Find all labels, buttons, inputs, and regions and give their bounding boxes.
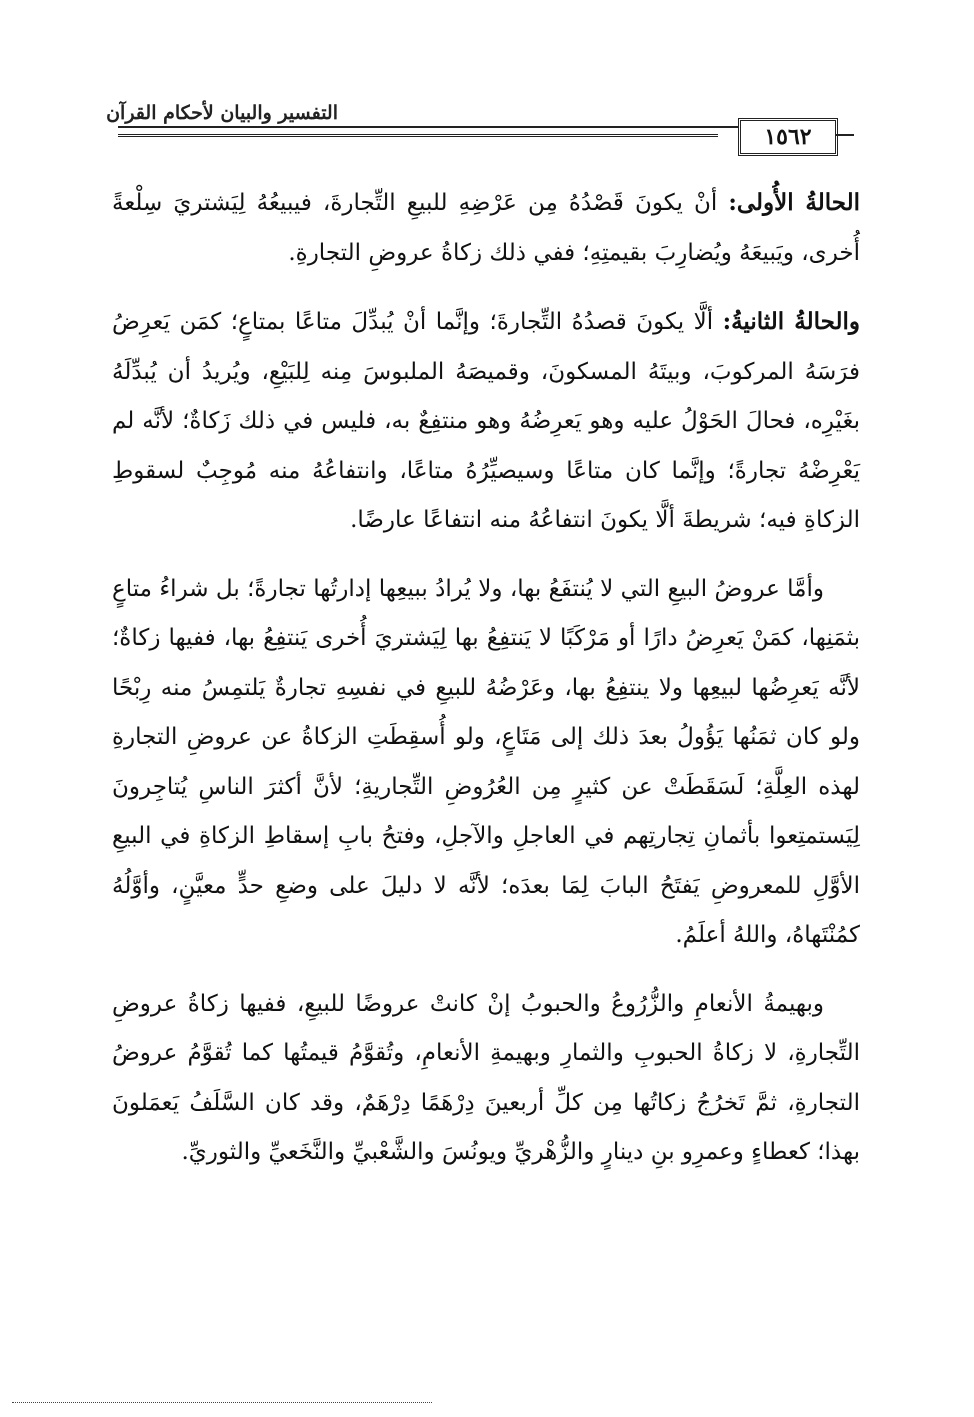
paragraph [112,565,860,961]
header-double-rule [118,134,718,137]
paragraph-text: أنْ يكونَ قَصْدُهُ مِن عَرْضِهِ للبيعِ التِّجارةَ، فيبيعُهُ لِيَشتريَ سِلْعةً أُخرى، ويَبيعَهُ ويُضارِبَ بقيمتِهِ؛ ففي ذلك زكاةُ عروضِ التجارةِ. [112,190,860,266]
page-header [0,96,974,166]
paragraph-text: وبهيمةُ الأنعامِ والزُّرُوعُ والحبوبُ إنْ كانتْ عروضًا للبيعِ، ففيها زكاةُ عروضِ التِّجارةِ، لا زكاةُ الحبوبِ والثمارِ وبهيمةِ الأنعامِ، وتُقوَّمُ قيمتُها كما تُقوَّمُ عروضُ التجارةِ، ثمَّ تَخرُجُ زكاتُها مِن كلِّ أربعينَ دِرْهَمًا دِرْهَمٌ، وقد كان السَّلَفُ يَعمَلونَ بهذا؛ كعطاءٍ وعمرِو بنِ دينارٍ والزُّهْريِّ ويونُسَ والشَّعْبيِّ والنَّخَعيِّ والثوريِّ. [112,990,860,1165]
header-rule [118,126,766,128]
header-rule-right [836,134,854,136]
paragraph-lead: الحالةُ الأُولى: [728,189,860,216]
paragraph-text: ألَّا يكونَ قصدُهُ التِّجارةَ؛ وإنَّما أنْ يُبدِّلَ متاعًا بمتاعٍ؛ كمَن يَعرِضُ فرَسَهُ المركوبَ، وبيتَهُ المسكونَ، وقميصَهُ الملبوسَ مِنه لِلبَيْعِ، ويُريدُ أن يُبدِّلَهُ بغَيْرِه، فحالَ الحَوْلُ عليه وهو يَعرِضُهُ وهو منتفِعٌ به، فليس في ذلك زَكاةٌ؛ لأنَّه لم يَعْرِضْهُ تجارةً؛ وإنَّما كان متاعًا وسيصيِّرُهُ متاعًا، وانتفاعُهُ منه مُوجِبٌ لسقوطِ الزكاةِ فيه؛ شريطةَ ألَّا يكونَ انتفاعُهُ منه انتفاعًا عارضًا. [112,309,860,533]
page-number: ١٥٦٢ [738,118,838,156]
body-text [112,178,860,1197]
footer-rule [12,1402,432,1403]
paragraph [112,980,860,1178]
paragraph-lead: والحالةُ الثانيةُ: [722,308,860,335]
paragraph [112,297,860,546]
running-title: التفسير والبيان لأحكام القرآن [106,102,338,124]
paragraph-text: وأمَّا عروضُ البيعِ التي لا يُنتفَعُ بها، ولا يُرادُ ببيعِها إدارتُها تجارةً؛ بل شراءُ متاعٍ بثمَنِها، كمَنْ يَعرِضُ دارًا أو مَرْكَبًا لا يَنتفِعُ بها لِيَشتريَ أُخرى يَنتفِعُ بها، ففيها زكاةٌ؛ لأنَّه يَعرِضُها لبيعِها ولا ينتفِعُ بها، وعَرْضُهُ للبيعِ في نفسِهِ تجارةٌ يَلتمِسُ منه رِبْحًا ولو كان ثمَنُها يَؤُولُ بعدَ ذلك إلى مَتَاعٍ، ولو أُسقِطَتِ الزكاةُ عن عروضِ التجارةِ لهذه العِلَّةِ؛ لَسَقَطَتْ عن كثيرٍ مِن العُرُوضِ التِّجاريةِ؛ لأنَّ أكثرَ الناسِ يُتاجِرونَ لِيَستمتِعوا بأثمانِ تِجارتِهم في العاجلِ والآجلِ، وفتحُ بابِ إسقاطِ الزكاةِ في البيعِ الأوَّلِ للمعروضِ يَفتَحُ البابَ لِمَا بعدَه؛ لأنَّه لا دليلَ على وضعِ حدٍّ معيَّنٍ، وأوَّلُهُ كمُنْتَهاهُ، واللهُ أعلَمُ. [112,575,860,948]
paragraph [112,178,860,278]
